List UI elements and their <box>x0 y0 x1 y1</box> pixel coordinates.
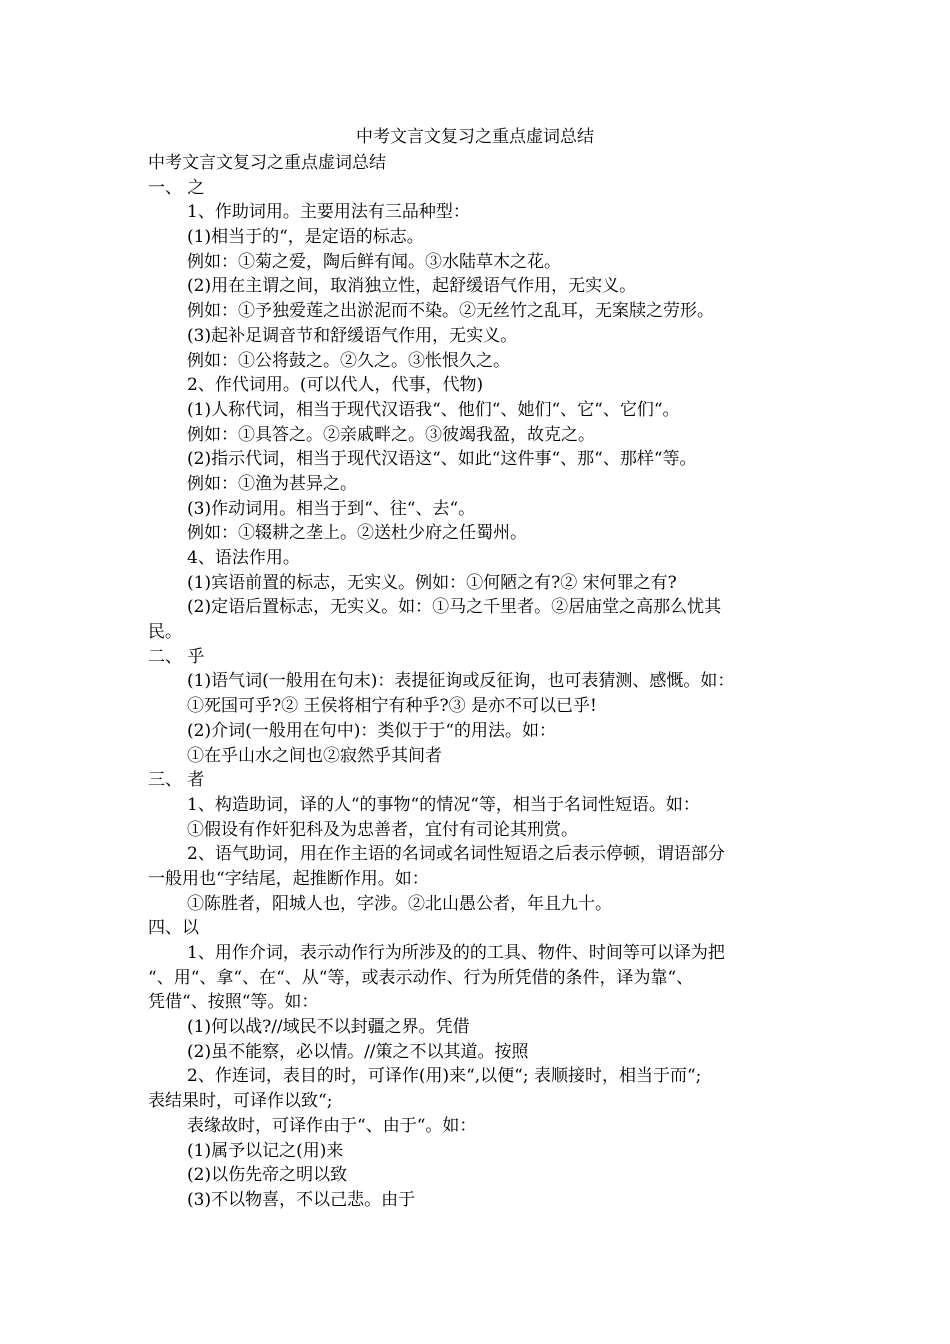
text-line: 民。 <box>148 622 182 643</box>
text-line: (1)语气词(一般用在句末)：表提征询或反征询，也可表猜测、感慨。如： <box>187 671 735 692</box>
text-line: (3)起补足调音节和舒缓语气作用，无实义。 <box>187 325 518 346</box>
text-line: 例如：①公将鼓之。②久之。③怅恨久之。 <box>187 350 510 371</box>
text-line: 表结果时，可译作以致“; <box>148 1091 333 1112</box>
text-line: 例如：①菊之爱，陶后鲜有闻。③水陆草木之花。 <box>187 251 561 272</box>
text-line: (1)属予以记之(用)来 <box>187 1140 344 1161</box>
text-line: 一、 之 <box>148 177 205 198</box>
text-line: (2)以伤先帝之明以致 <box>187 1165 348 1186</box>
text-line: (2)指示代词，相当于现代汉语这“、如此“这件事“、那“、那样“等。 <box>187 449 697 470</box>
text-line: ①死国可乎?② 王侯将相宁有种乎?③ 是亦不可以已乎! <box>187 696 597 717</box>
text-line: (1)宾语前置的标志，无实义。例如：①何陋之有?② 宋何罪之有? <box>187 572 677 593</box>
text-line: 三、 者 <box>148 770 205 791</box>
text-line: 凭借“、按照“等。如： <box>148 992 319 1013</box>
text-line: 2、语气助词，用在作主语的名词或名词性短语之后表示停顿，谓语部分 <box>187 844 725 865</box>
text-line: 1、用作介词，表示动作行为所涉及的的工具、物件、时间等可以译为把 <box>187 943 725 963</box>
text-line: ①陈胜者，阳城人也，字涉。②北山愚公者，年且九十。 <box>187 893 612 914</box>
text-line: “、用“、拿“、在“、从“等，或表示动作、行为所凭借的条件，译为靠“、 <box>148 967 694 988</box>
text-line: (2)虽不能察，必以情。//策之不以其道。按照 <box>187 1041 529 1062</box>
text-line: ①假设有作奸犯科及为忠善者，宜付有司论其刑赏。 <box>187 819 578 840</box>
text-line: (1)何以战?//域民不以封疆之界。凭借 <box>187 1017 470 1038</box>
text-line: 例如：①辍耕之垄上。②送杜少府之任蜀州。 <box>187 523 527 544</box>
text-line: (1)相当于的“，是定语的标志。 <box>187 227 424 248</box>
document-title: 中考文言文复习之重点虚词总结 <box>356 127 594 147</box>
text-line: 一般用也“字结尾，起推断作用。如： <box>148 868 429 889</box>
text-line: 1、作助词用。主要用法有三品种型： <box>187 202 470 223</box>
text-line: 4、语法作用。 <box>187 548 300 568</box>
text-line: 表缘故时，可译作由于“、由于“。如： <box>187 1115 477 1136</box>
text-line: (2)定语后置标志，无实义。如：①马之千里者。②居庙堂之高那么忧其 <box>187 597 722 618</box>
text-line: (3)作动词用。相当于到“、往“、去“。 <box>187 498 476 519</box>
text-line: 例如：①具答之。②亲戚畔之。③彼竭我盈，故克之。 <box>187 424 595 445</box>
text-line: 中考文言文复习之重点虚词总结 <box>148 153 386 173</box>
text-line: 四、以 <box>148 918 199 939</box>
text-line: 二、 乎 <box>148 646 205 667</box>
text-line: (3)不以物喜，不以己悲。由于 <box>187 1189 416 1210</box>
text-line: 2、作代词用。(可以代人，代事，代物) <box>187 375 484 396</box>
text-line: (2)用在主谓之间，取消独立性，起舒缓语气作用，无实义。 <box>187 276 637 297</box>
text-line: 例如：①渔为甚异之。 <box>187 473 357 494</box>
text-line: 2、作连词，表目的时，可译作(用)来“,以便“; 表顺接时，相当于而“; <box>187 1066 702 1087</box>
text-line: (2)介词(一般用在句中)：类似于于“的用法。如： <box>187 720 557 741</box>
document-body <box>148 151 828 1213</box>
text-line: ①在乎山水之间也②寂然乎其间者 <box>187 745 442 766</box>
text-line: (1)人称代词，相当于现代汉语我“、他们“、她们“、它“、它们“。 <box>187 399 680 420</box>
text-line: 例如：①予独爱莲之出淤泥而不染。②无丝竹之乱耳，无案牍之劳形。 <box>187 301 714 322</box>
text-line: 1、构造助词，译的人“的事物“的情况“等，相当于名词性短语。如： <box>187 794 700 815</box>
